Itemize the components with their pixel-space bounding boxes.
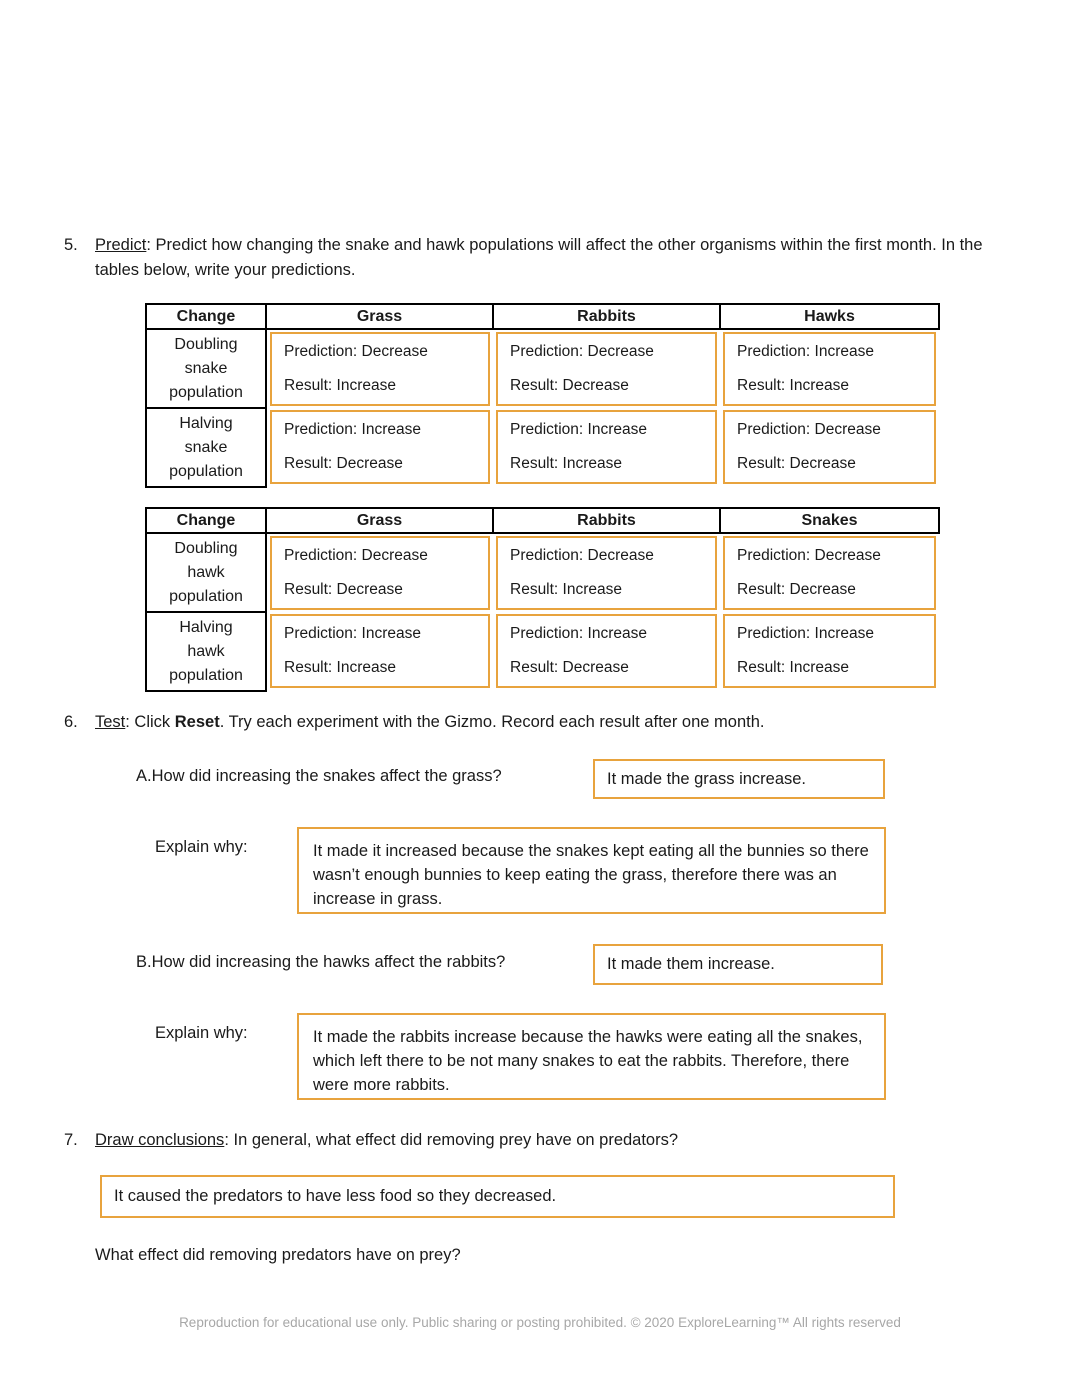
question-6-body: . Try each experiment with the Gizmo. Record each result after one month. (219, 713, 765, 731)
prediction-table-hawks (145, 507, 940, 692)
table2-header-change: Change (146, 508, 266, 533)
question-6-number: 6. (64, 713, 78, 731)
table-answer-box[interactable] (270, 536, 490, 610)
table-row (146, 533, 939, 612)
prediction-line: Prediction: Increase (284, 421, 421, 438)
table-row (146, 304, 939, 329)
result-line: Result: Decrease (510, 659, 629, 676)
result-line: Result: Decrease (284, 581, 403, 598)
result-line: Result: Increase (284, 659, 396, 676)
table-row (146, 508, 939, 533)
answer-6b-text: It made them increase. (607, 955, 775, 973)
table2-header-snakes: Snakes (720, 508, 939, 533)
table2-header-rabbits: Rabbits (493, 508, 720, 533)
answer-cell (720, 533, 939, 612)
question-7-keyword: Draw conclusions (95, 1131, 225, 1149)
answer-cell (493, 612, 720, 691)
answer-cell (720, 612, 939, 691)
result-line: Result: Increase (510, 455, 622, 472)
question-7 (64, 1128, 994, 1153)
table1-header-grass: Grass (266, 304, 493, 329)
prediction-line: Prediction: Decrease (284, 343, 428, 360)
prediction-line: Prediction: Increase (737, 625, 874, 642)
change-line: Doubling (174, 335, 238, 353)
prediction-line: Prediction: Decrease (737, 547, 881, 564)
prediction-table-snakes (145, 303, 940, 488)
table-answer-box[interactable] (723, 614, 936, 688)
change-line: Halving (179, 414, 233, 432)
table-answer-box[interactable] (496, 536, 717, 610)
table-answer-box[interactable] (270, 332, 490, 406)
question-6a-row (136, 759, 936, 799)
explain-why-1-label: Explain why: (155, 838, 248, 856)
question-5 (64, 233, 994, 283)
change-line: hawk (187, 563, 225, 581)
change-line: population (169, 666, 243, 684)
result-line: Result: Increase (284, 377, 396, 394)
question-7-followup: What effect did removing predators have on prey? (95, 1246, 461, 1264)
change-cell-halving-snake (146, 408, 266, 487)
question-6-text (95, 710, 994, 735)
answer-box-7[interactable] (100, 1175, 895, 1218)
change-line: Doubling (174, 539, 238, 557)
table-row (146, 408, 939, 487)
result-line: Result: Decrease (284, 455, 403, 472)
table1-header-rabbits: Rabbits (493, 304, 720, 329)
table1-header-change: Change (146, 304, 266, 329)
answer-cell (720, 408, 939, 487)
question-5-keyword: Predict (95, 236, 147, 254)
prediction-line: Prediction: Decrease (737, 421, 881, 438)
change-line: snake (184, 438, 228, 456)
change-line: snake (184, 359, 228, 377)
question-6-mid: : Click (125, 713, 175, 731)
table2-header-grass: Grass (266, 508, 493, 533)
prediction-line: Prediction: Increase (510, 625, 647, 642)
result-line: Result: Increase (737, 659, 849, 676)
change-cell-doubling-snake (146, 329, 266, 408)
answer-cell (493, 408, 720, 487)
reset-keyword: Reset (174, 713, 220, 731)
answer-cell (493, 329, 720, 408)
answer-box-6a[interactable] (593, 759, 885, 799)
answer-cell (266, 533, 493, 612)
explain-2-text: It made the rabbits increase because the hawks were eating all the snakes, which left there to be not many snakes to eat the rabbits. Therefore, there were more rabbits. (313, 1028, 863, 1094)
result-line: Result: Decrease (737, 455, 856, 472)
table-answer-box[interactable] (496, 410, 717, 484)
question-6 (64, 710, 994, 735)
result-line: Result: Decrease (737, 581, 856, 598)
change-line: Halving (179, 618, 233, 636)
question-5-number: 5. (64, 236, 78, 254)
change-line: population (169, 587, 243, 605)
answer-6a-text: It made the grass increase. (607, 769, 807, 788)
prediction-line: Prediction: Increase (510, 421, 647, 438)
question-5-body: : Predict how changing the snake and hawk populations will affect the other organisms within the first month. In the tables below, write your predictions. (95, 236, 983, 279)
table-answer-box[interactable] (496, 332, 717, 406)
change-cell-halving-hawk (146, 612, 266, 691)
prediction-line: Prediction: Increase (737, 343, 874, 360)
question-6b-row (136, 944, 936, 985)
prediction-line: Prediction: Decrease (284, 547, 428, 564)
explain-1-text: It made it increased because the snakes kept eating all the bunnies so there wasn’t enough bunnies to keep eating the grass, therefore there was an increase in grass. (313, 842, 869, 908)
answer-cell (720, 329, 939, 408)
table-answer-box[interactable] (723, 410, 936, 484)
change-line: population (169, 383, 243, 401)
result-line: Result: Increase (510, 581, 622, 598)
explain-why-2-row (155, 1013, 895, 1100)
table-answer-box[interactable] (723, 332, 936, 406)
table1-header-hawks: Hawks (720, 304, 939, 329)
table-row (146, 329, 939, 408)
table-answer-box[interactable] (496, 614, 717, 688)
prediction-line: Prediction: Decrease (510, 547, 654, 564)
answer-cell (266, 408, 493, 487)
page-footer: Reproduction for educational use only. Public sharing or posting prohibited. © 2020 ExploreLearning™ All rights reserved (179, 1315, 901, 1330)
question-6b-label: B.How did increasing the hawks affect the rabbits? (136, 953, 506, 971)
table-row (146, 612, 939, 691)
answer-cell (266, 612, 493, 691)
change-line: population (169, 462, 243, 480)
result-line: Result: Increase (737, 377, 849, 394)
question-7-text (95, 1128, 994, 1153)
answer-box-6b[interactable] (593, 944, 883, 985)
answer-cell (266, 329, 493, 408)
result-line: Result: Decrease (510, 377, 629, 394)
answer-7-text: It caused the predators to have less food so they decreased. (114, 1187, 557, 1205)
table-answer-box[interactable] (723, 536, 936, 610)
table-answer-box[interactable] (270, 410, 490, 484)
prediction-line: Prediction: Increase (284, 625, 421, 642)
table-answer-box[interactable] (270, 614, 490, 688)
change-cell-doubling-hawk (146, 533, 266, 612)
explain-box-1[interactable] (297, 827, 886, 914)
explain-why-2-label: Explain why: (155, 1024, 248, 1042)
question-6-keyword: Test (95, 713, 126, 731)
explain-box-2[interactable] (297, 1013, 886, 1100)
question-5-text (95, 233, 994, 283)
change-line: hawk (187, 642, 225, 660)
question-6a-label: A.How did increasing the snakes affect the grass? (136, 767, 502, 785)
question-7-body: : In general, what effect did removing prey have on predators? (224, 1131, 679, 1149)
question-7-number: 7. (64, 1131, 78, 1149)
explain-why-1-row (155, 827, 895, 914)
answer-cell (493, 533, 720, 612)
prediction-line: Prediction: Decrease (510, 343, 654, 360)
